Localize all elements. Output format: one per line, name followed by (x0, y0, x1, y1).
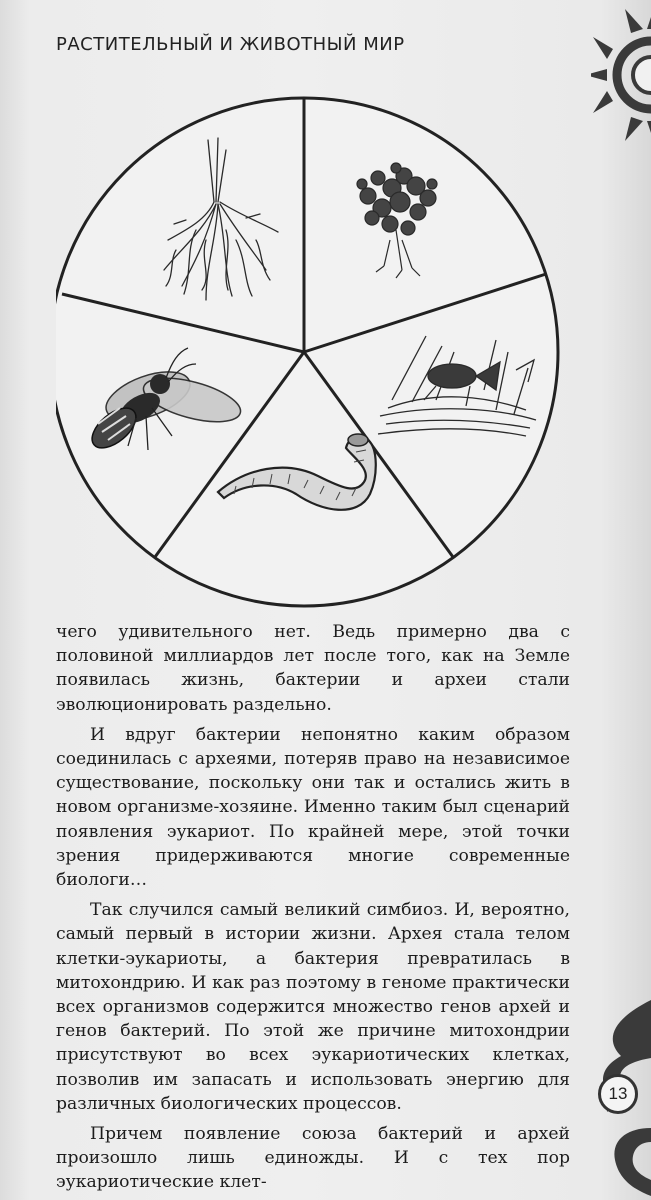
paragraph-1: чего удивительного нет. Ведь примерно два с половиной миллиардов лет после того, как на Земле появилась жизнь, бактерии и археи стали эволюционировать раздельно. (56, 622, 570, 715)
paragraph-3: Так случился самый великий симбиоз. И, вероятно, самый первый в истории жизни. Архея стала телом клетки-эукариоты, а бактерия превратилась в митохондрию. И как раз поэтому в геноме практически всех организмов содержится множество генов архей и генов бактерий. По этой же причине митохондрии присутствуют во всех эукариотических клетках, позволив им запасать и использовать энергию для различных биологических процессов. (56, 900, 570, 1114)
paragraph-4: Причем появление союза бактерий и архей произошло лишь единожды. И с тех пор эукариотические клет- (56, 1124, 570, 1193)
paragraph-2: И вдруг бактерии непонятно каким образом соединилась с археями, потеряв право на независимое существование, поскольку они так и остались жить в новом организме-хозяине. Именно таким был сценарий появления эукариот. По крайней мере, этой точки зрения придерживаются многие современные биологи… (56, 724, 570, 891)
sun-ornament-icon (591, 0, 651, 150)
life-kingdoms-diagram (56, 90, 568, 610)
page-number: 13 (598, 1074, 638, 1114)
body-text (56, 620, 570, 1195)
running-header: РАСТИТЕЛЬНЫЙ И ЖИВОТНЫЙ МИР (56, 34, 405, 55)
diagram-circle (56, 98, 558, 606)
